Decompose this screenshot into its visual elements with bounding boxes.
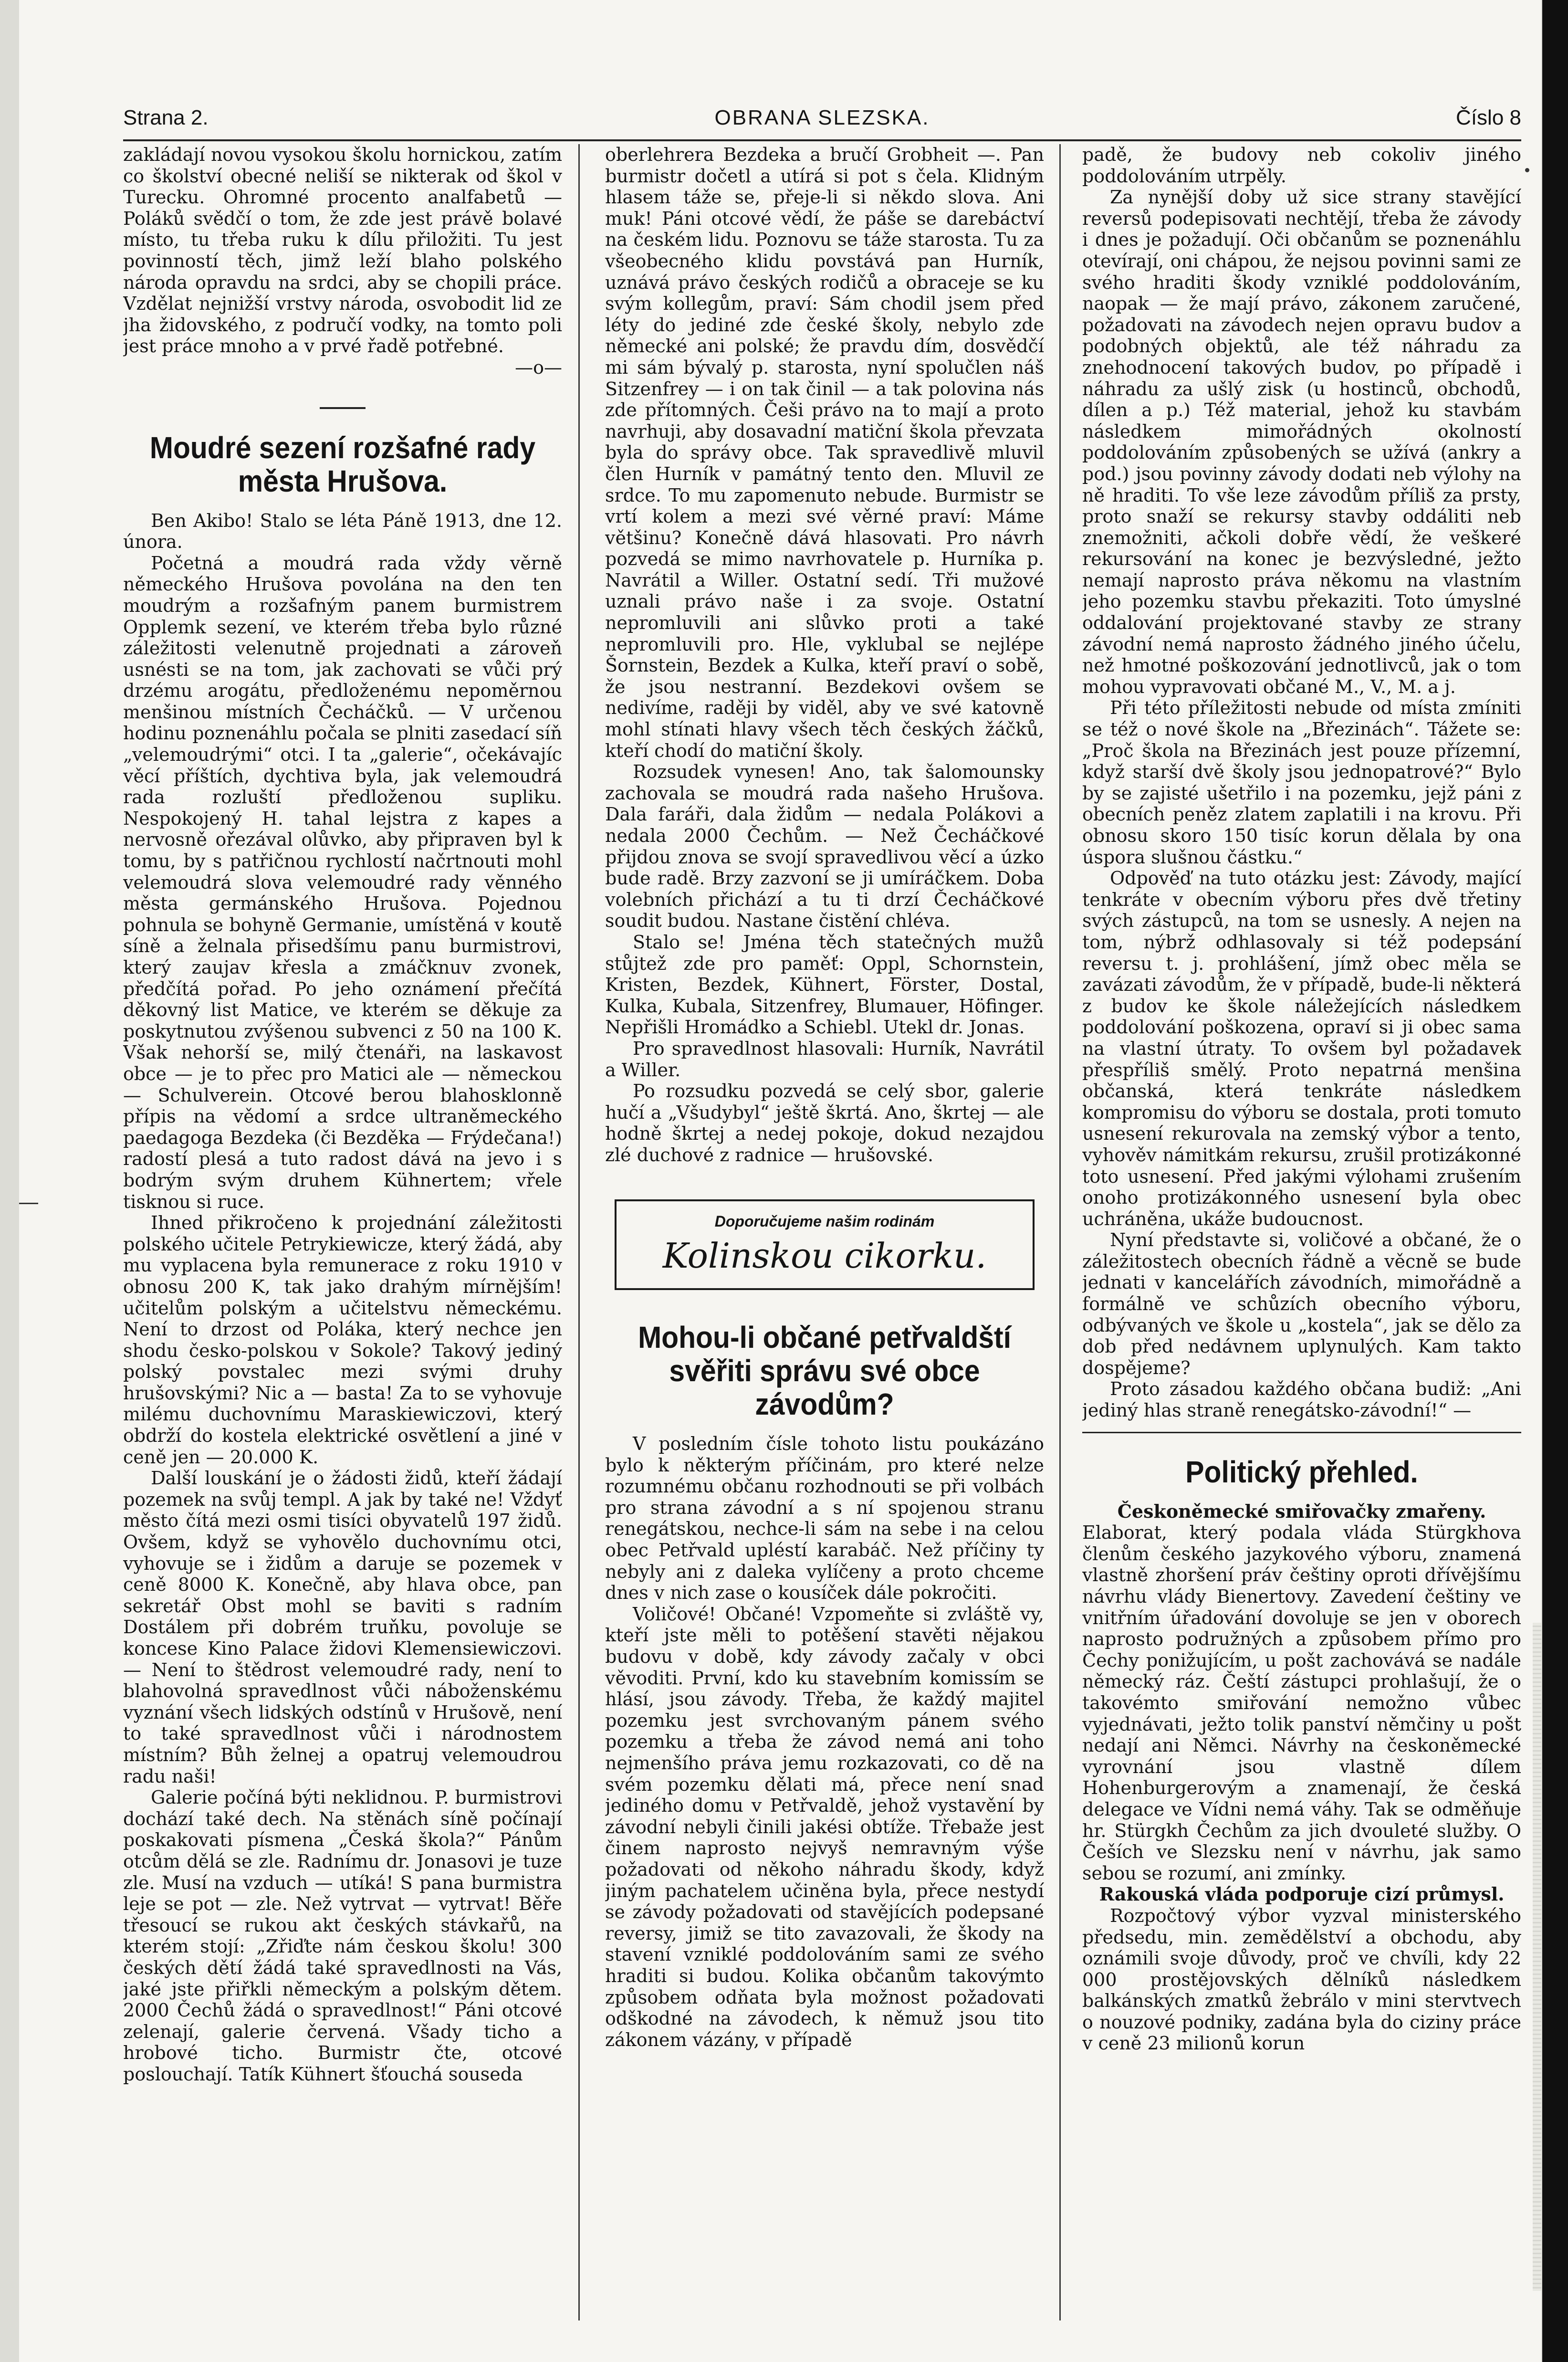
advertisement-box [615,1199,1035,1291]
article-paragraph: Nyní představte si, voličové a občané, že o záležitostech obecních řádně a věcně se bude jednati v kancelářích závodních, mimořádně a formálně ve schůzích obecního výboru, odbývaných ve škole u „kostela“, jak se dělo za dob před nedávnem uplynulých. Kam takto dospějeme? [1082,1229,1521,1378]
column-1 [123,144,562,2349]
article-paragraph: Pro spravedlnost hlasovali: Hurník, Navrátil a Willer. [605,1038,1044,1081]
section-divider [1082,1432,1521,1433]
article-paragraph: Galerie počíná býti neklidnou. P. burmistrovi dochází také dech. Na stěnách síně počínají poskakovati písmena „Česká škola?“ Pánům otcům dělá se zle. Radnímu dr. Jonasovi je tuze zle. Musí na vzduch — utíká! S pana burmistra leje se pot — zle. Než vytrvat — vytrvat! Běře třesoucí se rukou akt českých stávkařů, na kterém stojí: „Zřiďte nám českou školu! 300 českých dětí žádá také spravedlnosti na Vás, jaké jste přiřkli německým a polským dětem. 2000 Čechů žádá o spravedlnost!“ Páni otcové zelenají, galerie červená. Všady ticho a hrobové ticho. Burmistr čte, otcové poslouchají. Tatík Kühnert šťouchá souseda [123,1787,562,2085]
newspaper-title: OBRANA SLEZSKA. [714,106,930,129]
article-paragraph: Další louskání je o žádosti židů, kteří žádají pozemek na svůj templ. A jak by také ne! Vždyť město čítá mezi osmi tisíci obyvatelů 197 židů. Ovšem, když se vyhovělo duchovnímu otci, vyhovuje se i židům a daruje se pozemek v ceně 8000 K. Konečně, aby hlava obce, pan sekretář Obst mohl se baviti s radním Dostálem při dobrém truňku, povoluje se koncese Kino Palace židovi Klemensiewiczovi. — Není to štědrost velemoudré rady, není to blahovolná spravedlnost vůči náboženskému vyznání všech lidských odstínů v Hrušově, není to také spravedlnost vůči i národnostem místním? Bůh želnej a opatruj velemoudrou radu naši! [123,1468,562,1787]
column-divider [1059,144,1061,2320]
ad-brand: Kolinskou cikorku. [662,1236,987,1276]
article-headline: Mohou-li občané petřvaldští svěřiti správu své obce závodům? [638,1320,1011,1422]
news-item-body: Rozpočtový výbor vyzval ministerského předsedu, min. zemědělství a obchodu, aby oznámili svoje důvody, proč ve chvíli, kdy 22 000 prostějovských dělníků následkem balkánských zmatků žebrálo v mini stervtvech o nouzové podniky, zadána byla do ciziny práce v ceně 23 milionů korun [1082,1905,1521,2054]
section-headline: Politický přehled. [1185,1454,1418,1489]
ad-tagline: Doporučujeme našim rodinám [714,1212,935,1230]
column-2 [605,144,1044,2349]
article-paragraph: Při této příležitosti nebude od místa zmíniti se též o nové škole na „Březinách“. Tážete se: „Proč škola na Březinách jest pouze přízemní, když starší dvě školy jsou jednopatrové?“ Bylo by se zajisté ušetřilo i na pozemku, jejž páni z obecních peněz zlatem zaplatili i na krovu. Při obnosu skoro 150 tisíc korun dělala by ona úspora slušnou částku.“ [1082,697,1521,868]
article-paragraph: Proto zásadou každého občana budiž: „Ani jediný hlas straně renegátsko-závodní!“ — [1082,1378,1521,1421]
news-item-heading: Českoněmecké smiřovačky zmařeny. [1117,1500,1486,1522]
article-paragraph: Za nynější doby už sice strany stavějící reversů podepisovati nechtějí, třeba že závody i dnes je požadují. Oči občanům se poznenáhlu otevírají, oni chápou, že nejsou povinni sami ze svého hraditi škody vzniklé poddolováním, naopak — že mají právo, zákonem zaručené, požadovati na závodech nejen opravu budov a podobných objektů, ale též náhradu za znehodnocení takových budov, po případě i náhradu za ušlý zisk (u hostinců, obchodů, dílen a p.) Též material, jehož ku stavbám následkem mimořádných okolností poddolováním způsobených se užívá (ankry a pod.) jsou povinny závody dodati neb výlohy na ně hraditi. To vše leze závodům příliš za prsty, proto snaží se rekursy stavby oddáliti neb znemožniti, ačkoli dobře vědí, že veškeré rekursování na konec je bezvýsledné, ježto nemají naprosto práva někomu na vlastním jeho pozemku stavbu překaziti. Toto úmyslné oddalování projektované stavby ze strany závodní nemá naprosto žádného jiného účelu, než hmotné poškozování jednotlivců, jak o tom mohou vypravovati občané M., V., M. a j. [1082,187,1521,697]
article-headline: Moudré sezení rozšafné rady města Hrušova. [149,430,536,498]
newspaper-page [19,0,1541,2362]
margin-stamp [1533,1623,1541,2291]
fold-mark [19,1203,38,1204]
article-paragraph: V posledním čísle tohoto listu poukázáno bylo k některým příčinám, pro které nelze rozumnému občanu rozhodnouti se při volbách pro strana závodní a s ní spojenou stranu renegátskou, nechce-li sám na sebe i na celou obec Petřvald upléstí karabáč. Než příčiny ty nebyly ani z daleka vylíčeny a proto chceme dnes v nich zase o kousíček dále pokročiti. [605,1433,1044,1604]
section-divider [320,407,366,409]
article-paragraph: Stalo se! Jména těch statečných mužů stůjtež zde pro paměť: Oppl, Schornstein, Kristen, Bezdek, Kühnert, Förster, Dostal, Kulka, Kubala, Sitzenfrey, Blumauer, Höfinger. Nepřišli Hromádko a Schiebl. Utekl dr. Jonas. [605,931,1044,1038]
article-paragraph: Rozsudek vynesen! Ano, tak šalomounsky zachovala se moudrá rada našeho Hrušova. Dala faráři, dala židům — nedala Polákovi a nedala 2000 Čechům. — Než Čecháčkové přijdou znova se svojí spravedlivou věcí a úzko bude radě. Brzy zazvoní se ji umíráčkem. Doba volebních přichází a tu ti drzí Čecháčkové soudit budou. Nastane čistění chléva. [605,761,1044,932]
issue-number: Číslo 8 [1456,106,1521,129]
article-paragraph: Po rozsudku pozvedá se celý sbor, galerie hučí a „Všudybyl“ ještě škrtá. Ano, škrtej — ale hodně škrtej a nedej pokoje, dokud nezajdou zlé duchové z radnice — hrušovské. [605,1081,1044,1165]
column-3 [1082,144,1521,2349]
column-divider [578,144,580,2320]
page-header [123,106,1521,135]
article-paragraph: Ihned přikročeno k projednání záležitosti polského učitele Petrykiewicze, který žádá, aby mu vyplacena byla remunerace z roku 1910 v obnosu 200 K, tak jako drahým mírnějším! učitelům polským a učitelstvu německému. Není to drzost od Poláka, který nechce jen shodu česko-polskou v Sokole? Takový jediný polský povstalec mezi svými druhy hrušovskými? Nic a — basta! Za to se vyhovuje milému duchovnímu Maraskiewiczovi, který obdrží do kostela elektrické osvětlení a jiné v ceně jen — 20.000 K. [123,1212,562,1468]
article-continuation: zakládají novou vysokou školu hornickou, zatím co školství obecné neliší se nikterak od škol v Turecku. Ohromné procento analfabetů — Poláků svědčí o tom, že zde jest právě bolavé místo, tu třeba ruku k dílu přiložiti. Tu jest povinností těch, jimž leží blaho polského národa opravdu na srdci, aby se chopili práce. Vzdělat nejnižší vrstvy národa, osvobodit lid ze jha židovského, z područí vodky, na tomto poli jest práce mnoho a v prvé řadě potřebné. [123,144,562,357]
page-number: Strana 2. [123,106,209,129]
header-rule [123,139,1521,141]
article-paragraph: Početná a moudrá rada vždy věrně německého Hrušova povolána na den ten moudrým a rozšafným panem burmistrem Opplemk sezení, ve kterém třeba bylo různé záležitosti velenutně projednati a zároveň usnésti se na tom, jak zachovati se vůči prý drzému arogátu, předloženému nepoměrnou menšinou místních Čecháčků. — V určenou hodinu poznenáhlu počala se plniti zasedací síň „velemoudrými“ otci. I ta „galerie“, očekávajíc věcí příštích, dychtiva byla, jak velemoudrá rada rozluští předloženou supliku. Nespokojený H. tahal lejstra z kapes a nervosně ořezával olůvko, aby připraven byl k tomu, by s patřičnou rychlostí načrtnouti mohl velemoudrá slova velemoudré rady věnného města germánského Hrušova. Pojednou pohnula se bohyně Germanie, umístěná v koutě síně a želnala přisedšímu panu burmistrovi, který zaujav křesla a zmáčknuv zvonek, předčítá pořad. Po jeho oznámení přečítá děkovný list Matice, ve kterém se děkuje za poskytnutou zvýšenou subvenci z 50 na 100 K. Však nehorší se, milý čtenáři, na laskavost obce — je to přec pro Matici ale — německou — Schulverein. Otcové berou blahosklonně přípis na vědomí a srdce ultraněmeckého paedagoga Bezdeka (či Bezděka — Frýdečana!) radostí plesá a tuto radost dává na jevo i s bodrým svým druhem Kühnertem; vřele tisknou si ruce. [123,552,562,1212]
article-paragraph: Voličové! Občané! Vzpomeňte si zvláště vy, kteří jste měli to potěšení stavěti nějakou budovu v době, kdy závody začaly v obci věvoditi. První, kdo ku stavebním komissím se hlásí, jsou závody. Třeba, že každý majitel pozemku jest svrchovaným pánem svého pozemku a třeba že závod nemá ani toho nejmenšího práva jemu rozkazovati, co dě na svém pozemku dělati má, přece není snad jediného domu v Petřvaldě, jehož vystavění by závodní nebyli činili jakési obtíže. Třebaže jest činem naprosto nejvyš nemravným výše požadovati od někoho náhradu škody, když jiným pachatelem učiněna byla, přece nestydí se závody požadovati od stavějících podepsané reversy, jimiž se tito zavazovali, že škody na stavení vzniklé poddolováním sami ze svého hraditi si budou. Kolika občanům takovýmto způsobem odňata byla možnost požadovati odškodné na závodech, k němuž jsou tito zákonem vázány, v případě [605,1603,1044,2050]
article-signature: —o— [515,357,562,378]
article-paragraph: oberlehrera Bezdeka a bručí Grobheit —. Pan burmistr dočetl a utírá si pot s čela. Klidným hlasem táže se, přeje-li si někdo slova. Ani muk! Páni otcové vědí, že páše se darebáctví na českém lidu. Poznovu se táže starosta. Tu za všeobecného klidu povstává pan Hurník, uznává právo českých rodičů a obraceje se ku svým kollegům, praví: Sám chodil jsem před léty do jediné zde české školy, nebylo zde německé ani polské; že pravdu dím, dosvědčí mi sám bývalý p. starosta, nyní spolučlen náš Sitzenfrey — i on tak činil — a tak polovina nás zde přítomných. Češi právo na to mají a proto navrhuji, aby dosavadní matiční škola převzata byla do správy obce. Tak spravedlivě mluvil člen Hurník v památný tento den. Mluvil ze srdce. To mu zapomenuto nebude. Burmistr se vrtí kolem a mezi své věrné praví: Máme většinu? Konečně dává hlasovati. Pro návrh pozvedá se mimo navrhovatele p. Hurníka p. Navrátil a Willer. Ostatní sedí. Tři mužové uznali právo naše i za svoje. Ostatní nepromluvili ani slůvko proti a také nepromluvili pro. Hle, vyklubal se nejlépe Šornstein, Bezdek a Kulka, kteří praví o sobě, že jsou nestranní. Bezdekovi ovšem se nedivíme, raději by viděl, aby ve své katovně mohl stínati hlavy všech těch českých žáčků, kteří chodí do matiční školy. [605,144,1044,761]
margin-dot [1525,168,1529,172]
scan-edge [1542,0,1568,2362]
article-paragraph: Odpověď na tuto otázku jest: Závody, mající tenkráte v obecním výboru přes dvě třetiny svých zástupců, na tom se usnesly. A nejen na tom, nýbrž odhlasovaly si též podepsání reversu t. j. prohlášení, jímž obec měla se zavázati závodům, že v případě, bude-li některá z budov ke škole náležejících následkem poddolování poškozena, opraví si ji obec sama na vlastní útraty. To ovšem byl požadavek přespříliš smělý. Proto nepatrná menšina občanská, která tenkráte následkem kompromisu do výboru se dostala, proti tomuto usnesení rekurovala na zemský výbor a tento, vyhověv námitkám rekursu, zrušil protizákonné toto usnesení. Před jakými výlohami zrušením onoho protizákonného usnesení byla obec uchráněna, ukáže budoucnost. [1082,868,1521,1229]
news-item-heading: Rakouská vláda podporuje cizí průmysl. [1099,1883,1505,1905]
news-item-body: Elaborat, který podala vláda Stürgkhova členům českého jazykového výboru, znamená vlastně zhoršení práv češtiny oproti dřívějšímu návrhu vlády Bienertovy. Zavedení češtiny ve vnitřním úřadování dovoluje se jen v oborech naprosto podružných a způsobem přímo pro Čechy ponižujícím, u pošt zachovává se nadále německý ráz. Čeští zástupci prohlašují, že o takovémto smiřování nemožno vůbec vyjednávati, ježto tolik panství němčiny u pošt nedají ani Němci. Návrhy na českoněmecké vyrovnání jsou vlastně dílem Hohenburgerovým a znamenají, že česká delegace ve Vídni nemá váhy. Tak se odměňuje hr. Stürgkh Čechům za jich dvouleté služby. O Češích ve Slezsku není v návrhu, jak samo sebou se rozumí, ani zmínky. [1082,1522,1521,1884]
article-paragraph: padě, že budovy neb cokoliv jiného poddolováním utrpěly. [1082,144,1521,187]
article-paragraph: Ben Akibo! Stalo se léta Páně 1913, dne 12. února. [123,510,562,553]
